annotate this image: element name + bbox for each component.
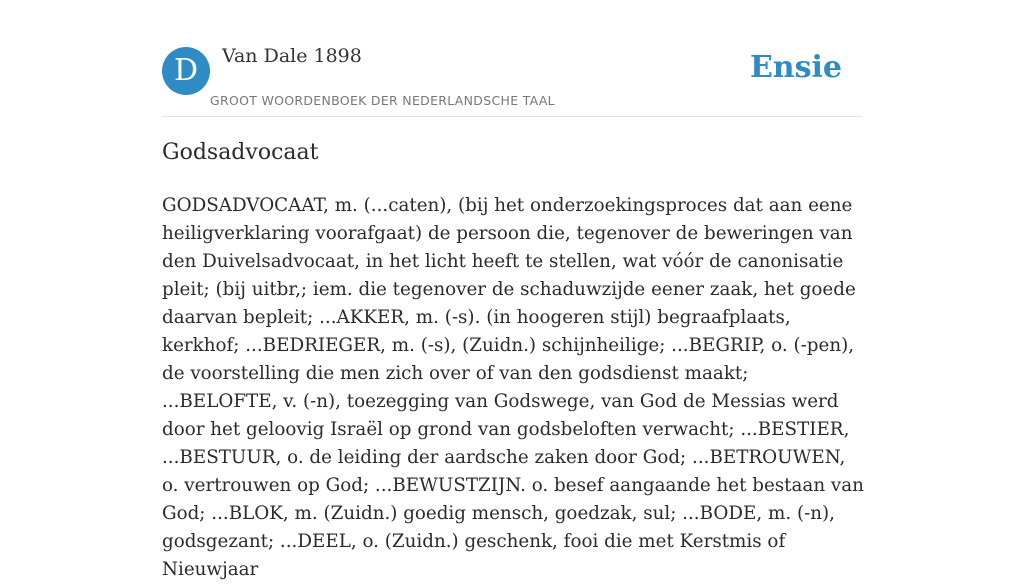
entry-title: Godsadvocaat xyxy=(162,140,319,165)
entry-definition-text: GODSADVOCAAT, m. (...caten), (bij het onderzoekingsproces dat aan eene heiligverklaring voorafgaat) de persoon die, tegenover de beweringen van den Duivelsadvocaat, in het licht heeft te stellen, wat vóór de canonisatie pleit; (bij uitbr,; iem. die tegenover de schaduwzijde eener zaak, het goede daarvan bepleit; ...AKKER, m. (-s). (in hoogeren stijl) begraafplaats, kerkhof; ...BEDRIEGER, m. (-s), (Zuidn.) schijnheilige; ...BEGRIP, o. (-pen), de voorstelling die men zich over of van den godsdienst maakt; ...BELOFTE, v. (-n), toezegging van Godswege, van God de Messias werd door het geloovig Israël op grond van godsbeloften verwacht; ...BESTIER, ...BESTUUR, o. de leiding der aardsche zaken door God; ...BETROUWEN, o. vertrouwen op God; ...BEWUSTZIJN. o. besef aangaande het bestaan van God; ...BLOK, m. (Zuidn.) goedig mensch, goedzak, sul; ...BODE, m. (-n), godsgezant; ...DEEL, o. (Zuidn.) geschenk, fooi die met Kerstmis of Nieuwjaar xyxy=(162,195,864,580)
dictionary-header xyxy=(162,0,862,117)
dictionary-title[interactable]: Van Dale 1898 xyxy=(222,45,362,67)
dictionary-logo-badge[interactable]: D xyxy=(162,47,210,95)
dictionary-subtitle: GROOT WOORDENBOEK DER NEDERLANDSCHE TAAL xyxy=(210,93,555,108)
page-container xyxy=(162,0,864,580)
ensie-brand-logo[interactable]: Ensie xyxy=(749,50,842,85)
